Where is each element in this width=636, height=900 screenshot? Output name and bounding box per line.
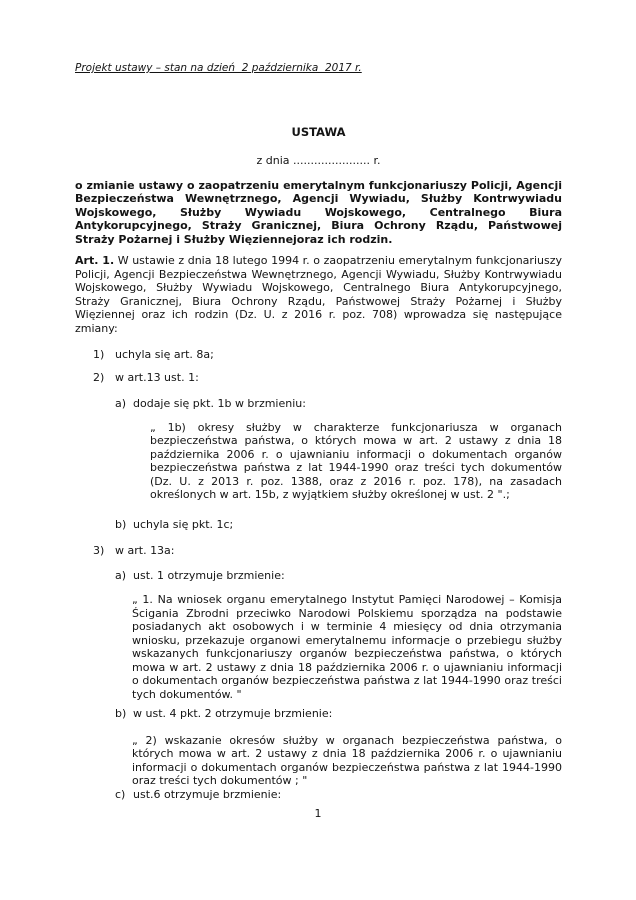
item-3b-marker: b)	[115, 707, 127, 720]
item-3c-text: ust.6 otrzymuje brzmienie:	[133, 787, 282, 801]
sub-item-3c	[115, 788, 562, 802]
quoted-provision-1b: „ 1b) okresy służby w charakterze funkcjonariusza w organach bezpieczeństwa państwa, o których mowa w art. 2 ustawy z dnia 18 października 2006 r. o ujawnianiu informacji o dokumentach organów bezpieczeństwa państwa z lat 1944-1990 oraz treści tych dokumentów (Dz. U. z 2013 r. poz. 1388, oraz z 2016 r. poz. 178), na zasadach określonych w art. 15b, z wyjątkiem służby określonej w ust. 2 ".;	[150, 420, 562, 501]
quoted-provision-pkt2: „ 2) wskazanie okresów służby w organach bezpieczeństwa państwa, o których mowa w art. 2 ustawy z dnia 18 października 2006 r. o ujawnianiu informacji o dokumentach organów bezpieczeństwa państwa z lat 1944-1990 oraz treści tych dokumentów ; "	[132, 733, 562, 787]
item-2a-marker: a)	[115, 397, 127, 410]
item-2b-marker: b)	[115, 517, 127, 531]
amendment-item-2	[93, 371, 562, 385]
item-2b-text: uchyla się pkt. 1c;	[133, 517, 234, 531]
amendment-item-3	[93, 544, 562, 558]
article-1-paragraph	[75, 254, 562, 335]
subject-paragraph: o zmianie ustawy o zaopatrzeniu emerytalnym funkcjonariuszy Policji, Agencji Bezpieczeństwa Wewnętrznego, Agencji Wywiadu, Służby Kontrwywiadu Wojskowego, Służby Wywiadu Wojskowego, Centralnego Biura Antykorupcyjnego, Straży Granicznej, Biura Ochrony Rządu, Państwowej Straży Pożarnej i Służby Więziennejoraz ich rodzin.	[75, 178, 562, 246]
item-1-marker: 1)	[93, 348, 105, 361]
item-1-text: uchyla się art. 8a;	[115, 348, 214, 361]
draft-status-note: Projekt ustawy – stan na dzień 2 października 2017 r.	[75, 62, 362, 74]
item-2-marker: 2)	[93, 370, 105, 384]
item-3-marker: 3)	[93, 544, 105, 557]
quoted-provision-ust1: „ 1. Na wniosek organu emerytalnego Instytut Pamięci Narodowej – Komisja Ścigania Zbrodni przeciwko Narodowi Polskiemu sporządza na podstawie posiadanych akt osobowych i w terminie 4 miesięcy od dnia otrzymania wniosku, przekazuje organowi emerytalnemu informacje o przebiegu służby wskazanych funkcjonariuszy organów bezpieczeństwa państwa, o których mowa w art. 2 ustawy z dnia 18 października 2006 r. o ujawnianiu informacji o dokumentach organów bezpieczeństwa państwa z lat 1944-1990 oraz treści tych dokumentów. "	[132, 593, 562, 701]
article-1-text: W ustawie z dnia 18 lutego 1994 r. o zaopatrzeniu emerytalnym funkcjonariuszy Policji, Agencji Bezpieczeństwa Wewnętrznego, Agencji Wywiadu, Służby Kontrwywiadu Wojskowego, Służby Wywiadu Wojskowego, Centralnego Biura Antykorupcyjnego, Straży Granicznej, Biura Ochrony Rządu, Państwowej Straży Pożarnej i Służby Więziennej oraz ich rodzin (Dz. U. z 2016 r. poz. 708) wprowadza się następujące zmiany:	[75, 254, 562, 335]
sub-item-3a	[115, 569, 562, 583]
article-1-label: Art. 1.	[75, 254, 115, 267]
item-3-text: w art. 13a:	[115, 544, 175, 557]
item-2-text: w art.13 ust. 1:	[115, 370, 199, 384]
sub-item-2a	[115, 397, 562, 411]
item-2a-text: dodaje się pkt. 1b w brzmieniu:	[133, 397, 306, 410]
page-number: 1	[314, 807, 322, 820]
sub-item-2b	[115, 518, 562, 532]
item-3c-marker: c)	[115, 787, 126, 801]
date-placeholder-line: z dnia ...................... r.	[256, 154, 381, 167]
document-title: USTAWA	[291, 124, 346, 139]
item-3a-text: ust. 1 otrzymuje brzmienie:	[133, 568, 285, 582]
item-3a-marker: a)	[115, 568, 127, 582]
document-content	[75, 0, 562, 801]
item-3b-text: w ust. 4 pkt. 2 otrzymuje brzmienie:	[133, 707, 333, 720]
sub-item-3b	[115, 707, 562, 721]
amendment-item-1	[93, 348, 562, 362]
